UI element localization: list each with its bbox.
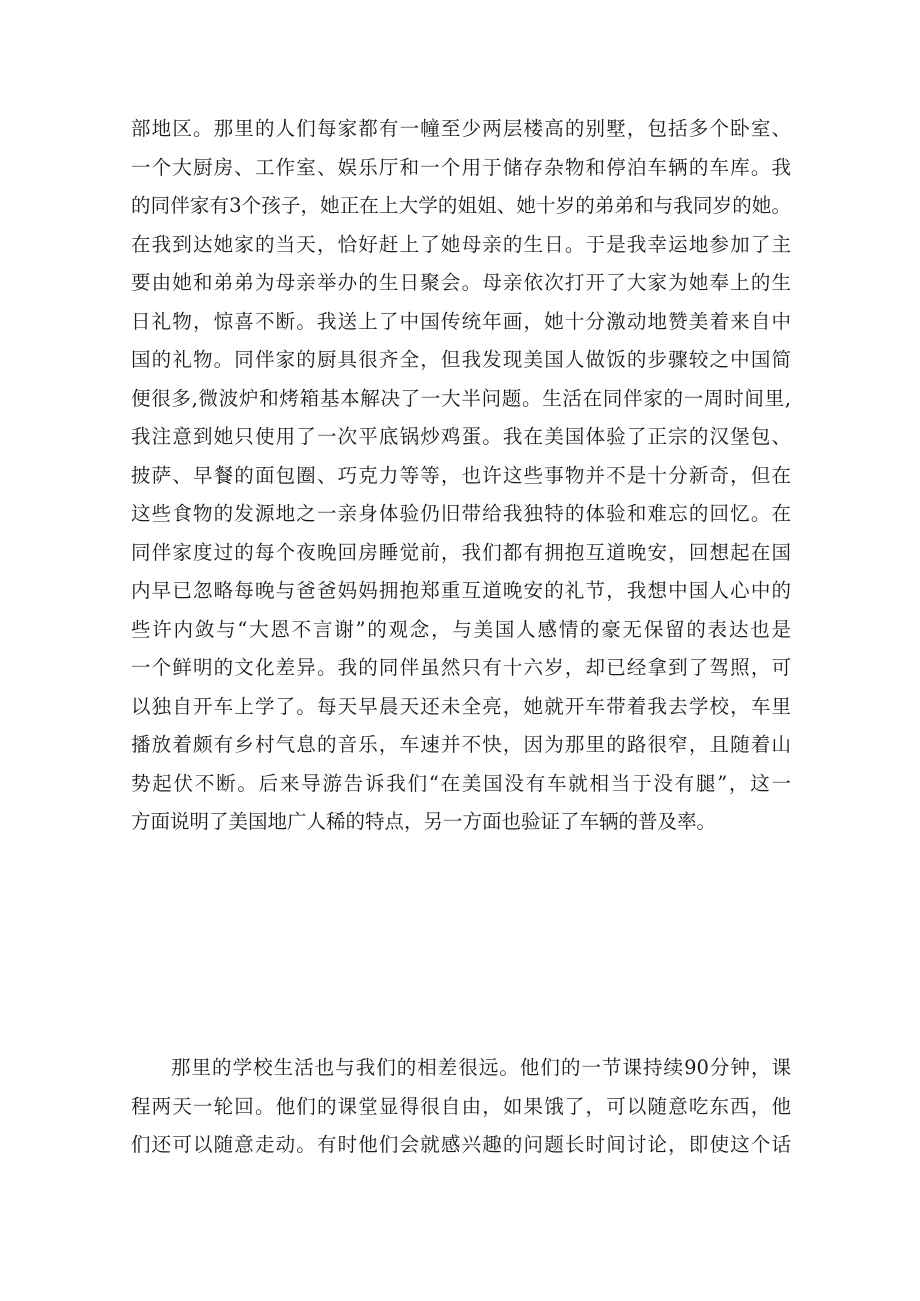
paragraph-2 [131, 1049, 791, 1165]
text-line: 要由她和弟弟为母亲举办的生日聚会。母亲依次打开了大家为她奉上的生 [131, 271, 791, 294]
text-line: 一个鲜明的文化差异。我的同伴虽然只有十六岁，却已经拿到了驾照，可 [131, 656, 791, 679]
text-line: 便很多,微波炉和烤箱基本解决了一大半问题。生活在同伴家的一周时间里, [131, 386, 791, 410]
text-line: 内早已忽略每晚与爸爸妈妈拥抱郑重互道晚安的礼节，我想中国人心中的 [131, 579, 791, 602]
text-line: 方面说明了美国地广人稀的特点，另一方面也验证了车辆的普及率。 [131, 810, 717, 833]
text-line: 播放着颇有乡村气息的音乐，车速并不快，因为那里的路很窄，且随着山 [131, 733, 791, 756]
text-line: 我注意到她只使用了一次平底锅炒鸡蛋。我在美国体验了正宗的汉堡包、 [131, 425, 791, 448]
text-line: 那里的学校生活也与我们的相差很远。他们的一节课持续90分钟，课 [171, 1056, 791, 1079]
text-line: 些许内敛与“大恩不言谢”的观念，与美国人感情的豪无保留的表达也是 [131, 617, 791, 641]
text-line: 同伴家度过的每个夜晚回房睡觉前，我们都有拥抱互道晚安，回想起在国 [131, 540, 791, 564]
text-line: 一个大厨房、工作室、娱乐厅和一个用于储存杂物和停泊车辆的车库。我 [131, 155, 791, 179]
text-line: 程两天一轮回。他们的课堂显得很自由，如果饿了，可以随意吃东西，他 [131, 1094, 791, 1118]
text-line: 势起伏不断。后来导游告诉我们“在美国没有车就相当于没有腿”，这一 [131, 771, 791, 795]
text-line: 这些食物的发源地之一亲身体验仍旧带给我独特的体验和难忘的回忆。在 [131, 502, 791, 525]
text-line: 部地区。那里的人们每家都有一幢至少两层楼高的别墅，包括多个卧室、 [131, 117, 791, 140]
text-line: 的同伴家有3个孩子，她正在上大学的姐姐、她十岁的弟弟和与我同岁的她。 [131, 194, 791, 217]
text-line: 在我到达她家的当天，恰好赶上了她母亲的生日。于是我幸运地参加了主 [131, 232, 791, 256]
text-line: 披萨、早餐的面包圈、巧克力等等，也许这些事物并不是十分新奇，但在 [131, 463, 791, 487]
text-line: 以独自开车上学了。每天早晨天还未全亮，她就开车带着我去学校，车里 [131, 694, 791, 718]
paragraph-1 [131, 110, 791, 842]
text-line: 日礼物，惊喜不断。我送上了中国传统年画，她十分激动地赞美着来自中 [131, 309, 791, 333]
text-line: 国的礼物。同伴家的厨具很齐全，但我发现美国人做饭的步骤较之中国简 [131, 348, 791, 371]
text-line: 们还可以随意走动。有时他们会就感兴趣的问题长时间讨论，即使这个话 [131, 1133, 791, 1156]
